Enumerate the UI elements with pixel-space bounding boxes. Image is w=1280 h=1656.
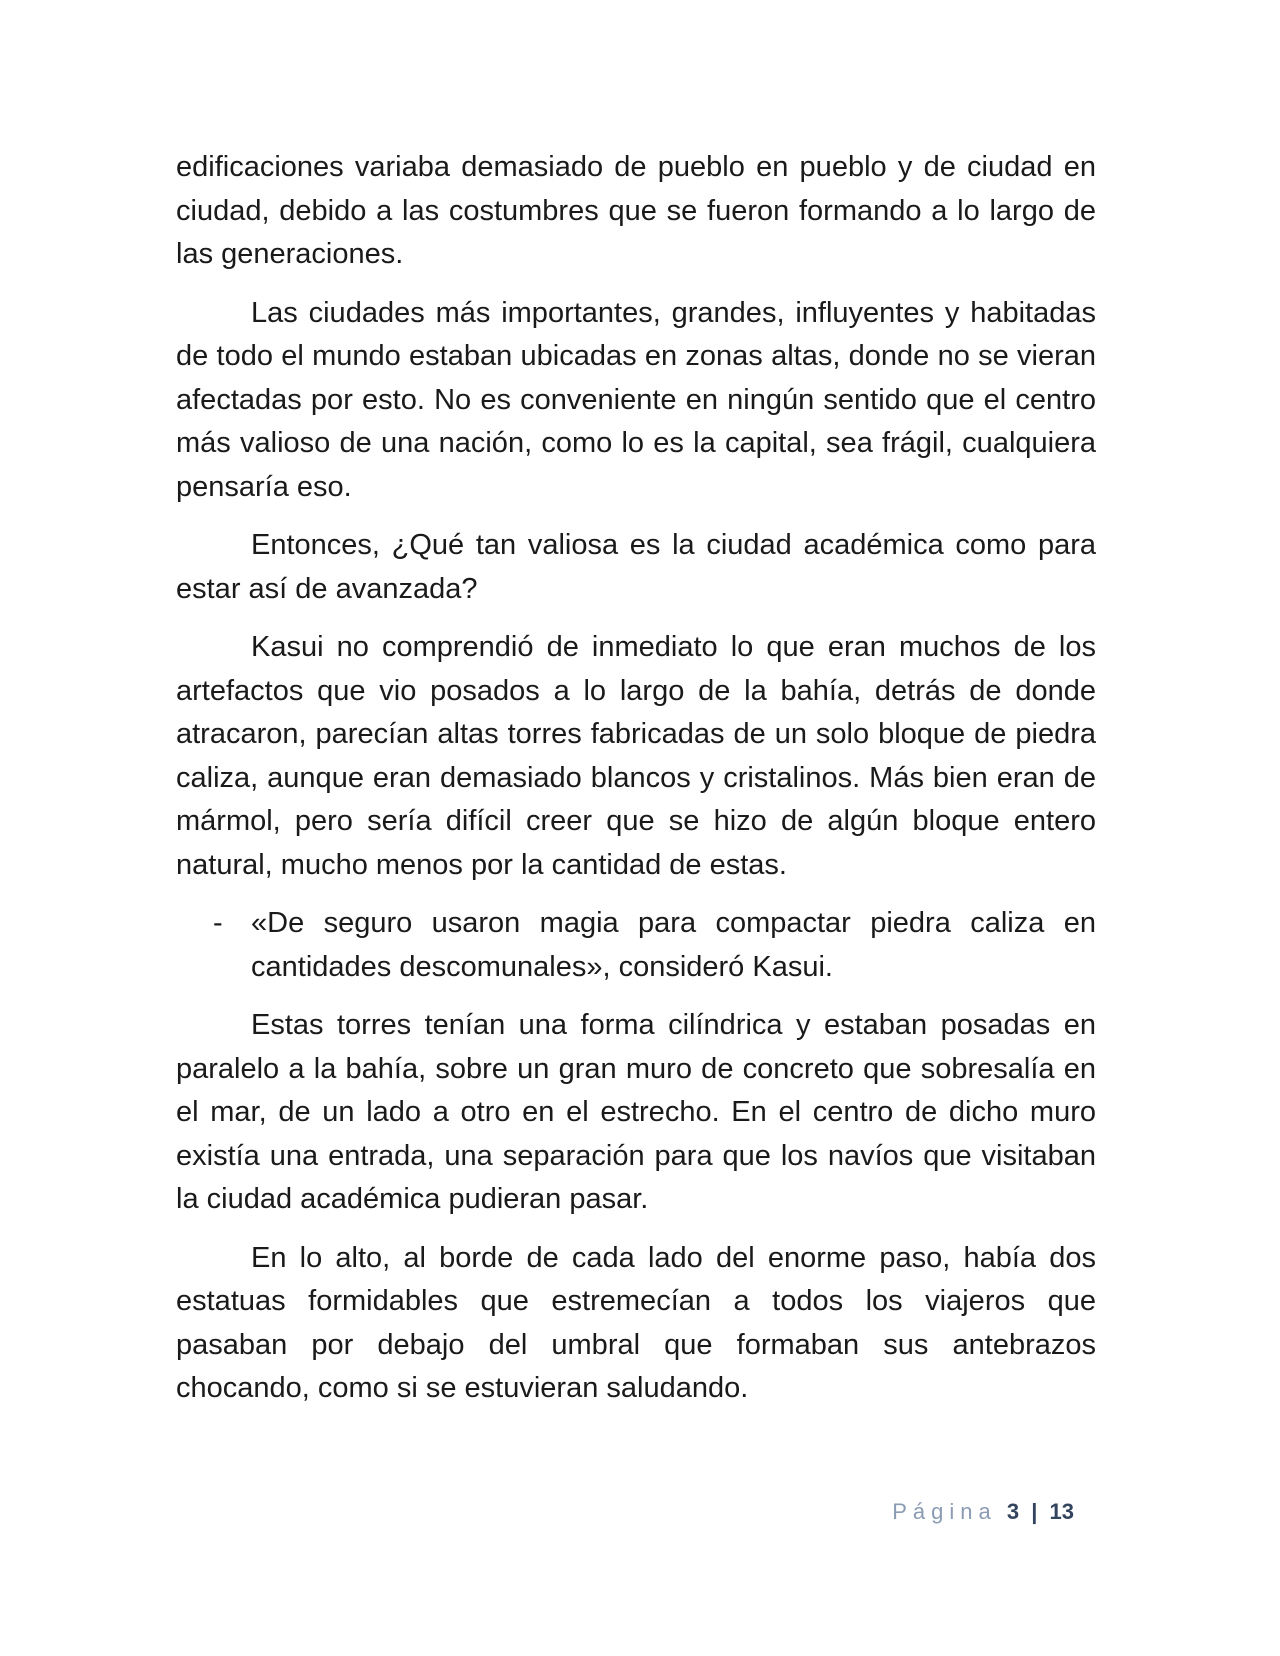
paragraph-6: Estas torres tenían una forma cilíndrica y estaban posadas en paralelo a la bahía, sobre un gran muro de concreto que sobresalía en el mar, de un lado a otro en el estrecho. En el centro de dicho muro existía una entrada, una separación para que los navíos que visitaban la ciudad académica pudieran pasar.: [176, 1009, 1096, 1215]
total-pages-number: 13: [1049, 1499, 1074, 1524]
body-text: [176, 146, 1096, 1426]
page-separator: |: [1031, 1499, 1038, 1524]
page-label: Página: [892, 1499, 997, 1524]
paragraph-3: Entonces, ¿Qué tan valiosa es la ciudad académica como para estar así de avanzada?: [176, 529, 1096, 605]
dialogue-line: [176, 902, 1096, 989]
paragraph-1: edificaciones variaba demasiado de pueblo en pueblo y de ciudad en ciudad, debido a las costumbres que se fueron formando a lo largo de las generaciones.: [176, 151, 1096, 270]
dialogue-text: «De seguro usaron magia para compactar piedra caliza en cantidades descomunales», consideró Kasui.: [251, 907, 1096, 983]
paragraph-4: Kasui no comprendió de inmediato lo que eran muchos de los artefactos que vio posados a lo largo de la bahía, detrás de donde atracaron, parecían altas torres fabricadas de un solo bloque de piedra caliza, aunque eran demasiado blancos y cristalinos. Más bien eran de mármol, pero sería difícil creer que se hizo de algún bloque entero natural, mucho menos por la cantidad de estas.: [176, 631, 1096, 881]
paragraph-7: En lo alto, al borde de cada lado del enorme paso, había dos estatuas formidables que estremecían a todos los viajeros que pasaban por debajo del umbral que formaban sus antebrazos chocando, como si se estuvieran saludando.: [176, 1241, 1096, 1404]
current-page-number: 3: [1006, 1499, 1020, 1524]
paragraph-2: Las ciudades más importantes, grandes, influyentes y habitadas de todo el mundo estaban ubicadas en zonas altas, donde no se vieran afectadas por esto. No es conveniente en ningún sentido que el centro más valioso de una nación, como lo es la capital, sea frágil, cualquiera pensaría eso.: [176, 296, 1096, 503]
dialogue-dash: -: [213, 907, 223, 939]
page-footer: [892, 1497, 1074, 1527]
